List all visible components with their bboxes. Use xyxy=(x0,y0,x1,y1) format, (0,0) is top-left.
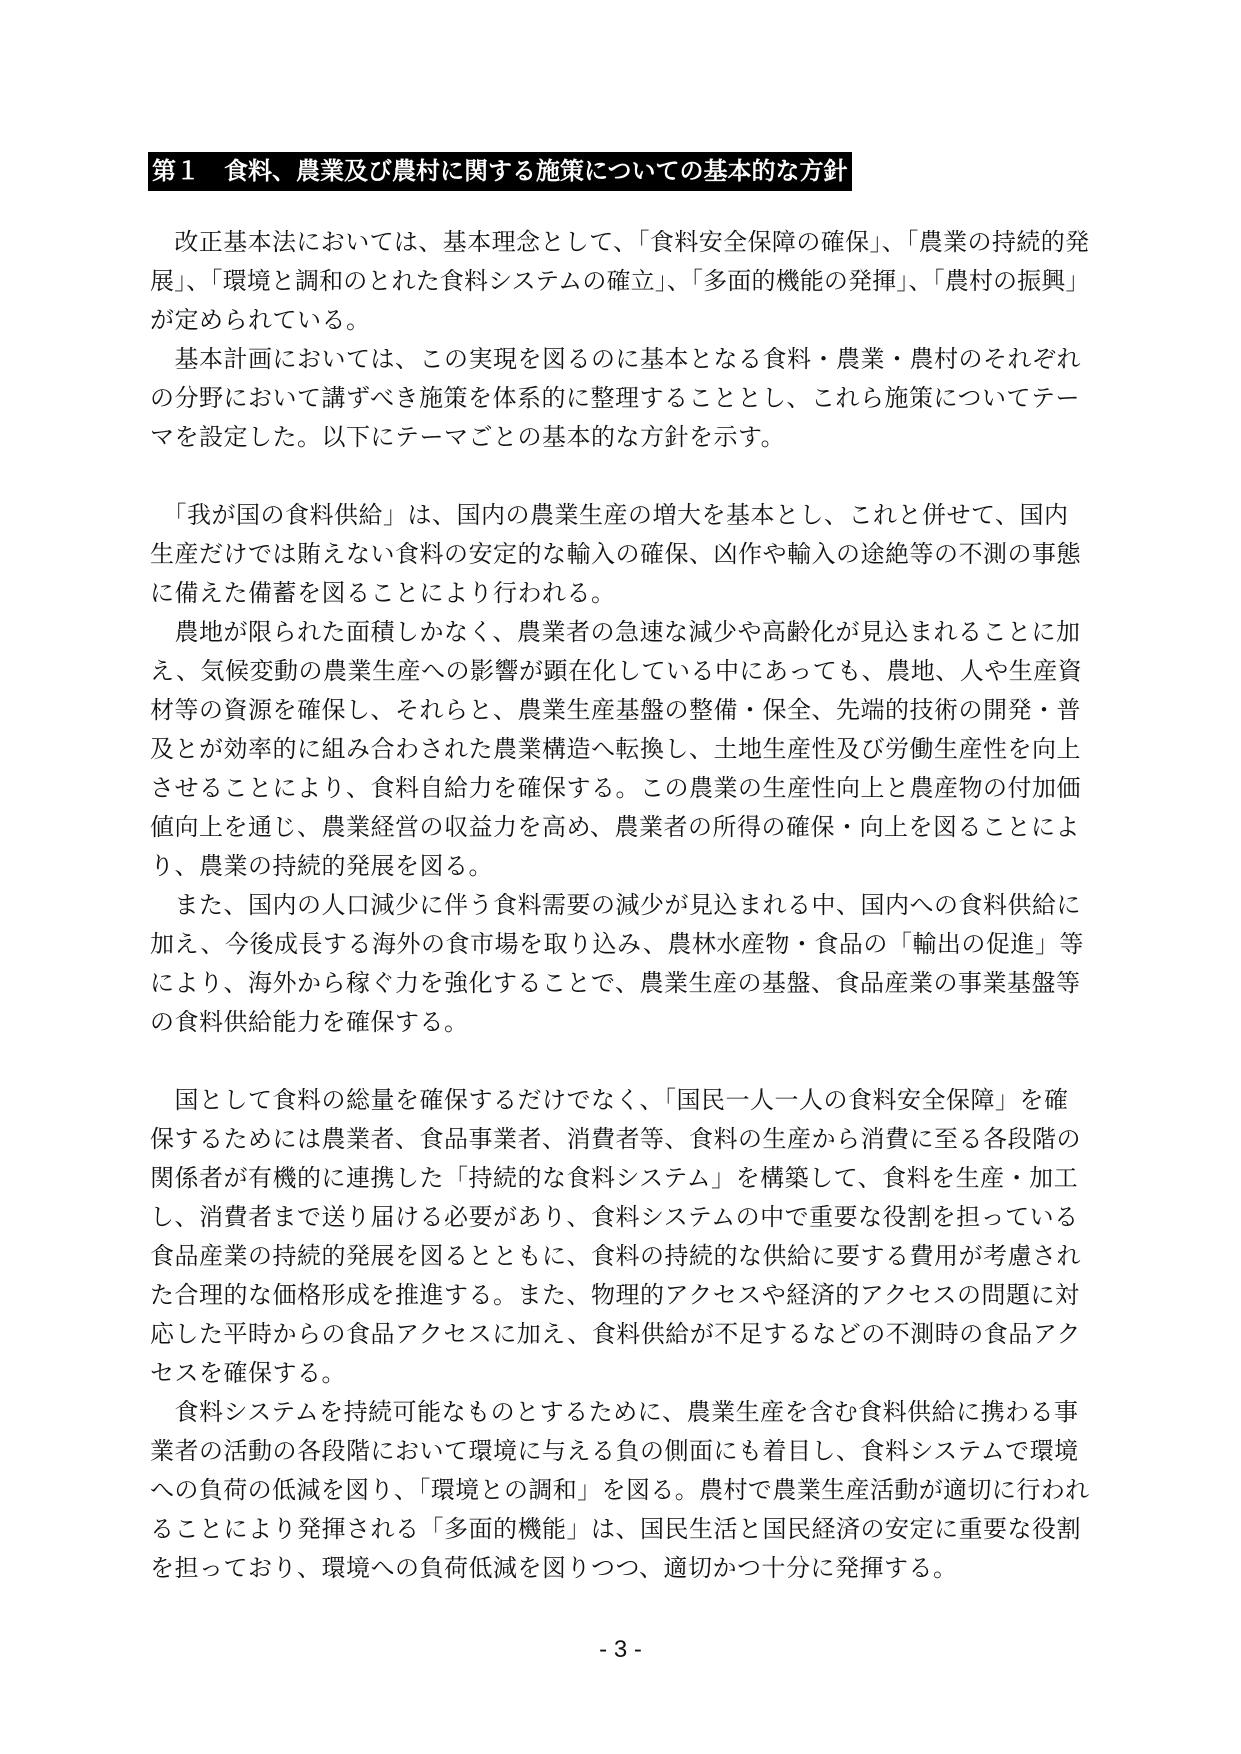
paragraph-environment xyxy=(150,1393,1090,1588)
text-line: た合理的な価格形成を推進する。また、物理的アクセスや経済的アクセスの問題に対 xyxy=(150,1281,1080,1309)
text-line: 生産だけでは賄えない食料の安定的な輸入の確保、凶作や輸入の途絶等の不測の事態 xyxy=(150,540,1081,568)
page-number: - 3 - xyxy=(599,1636,642,1663)
text-line: 値向上を通じ、農業経営の収益力を高め、農業者の所得の確保・向上を図ることによ xyxy=(150,813,1081,841)
text-line: え、気候変動の農業生産への影響が顕在化している中にあっても、農地、人や生産資 xyxy=(150,657,1083,685)
text-line: 展」、「環境と調和のとれた食料システムの確立」、「多面的機能の発揮」、「農村の振興」 xyxy=(150,267,1090,295)
text-line: の食料供給能力を確保する。 xyxy=(150,1008,469,1036)
text-line: 応した平時からの食品アクセスに加え、食料供給が不足するなどの不測時の食品アク xyxy=(150,1320,1081,1348)
text-line: 基本計画においては、この実現を図るのに基本となる食料・農業・農村のそれぞれ xyxy=(150,345,1081,373)
paragraph-basic-plan xyxy=(150,340,1090,457)
text-line: 国として食料の総量を確保するだけでなく、「国民一人一人の食料安全保障」を確 xyxy=(150,1086,1069,1114)
text-line: により、海外から稼ぐ力を強化することで、農業生産の基盤、食品産業の事業基盤等 xyxy=(150,969,1081,997)
text-line: に備えた備蓄を図ることにより行われる。 xyxy=(150,579,616,607)
section-heading: 第１ 食料、農業及び農村に関する施策についての基本的な方針 xyxy=(148,152,852,191)
text-line: 「我が国の食料供給」は、国内の農業生産の増大を基本とし、これと併せて、国内 xyxy=(150,501,1069,529)
paragraph-food-supply xyxy=(150,496,1090,613)
text-line: マを設定した。以下にテーマごとの基本的な方針を示す。 xyxy=(150,423,786,451)
text-line: また、国内の人口減少に伴う食料需要の減少が見込まれる中、国内への食料供給に xyxy=(150,891,1081,919)
text-line: り、農業の持続的発展を図る。 xyxy=(150,852,493,880)
text-line: が定められている。 xyxy=(150,306,371,334)
text-line: させることにより、食料自給力を確保する。この農業の生産性向上と農産物の付加価 xyxy=(150,774,1081,802)
text-line: 保するためには農業者、食品事業者、消費者等、食料の生産から消費に至る各段階の xyxy=(150,1125,1081,1153)
text-line: 食料システムを持続可能なものとするために、農業生産を含む食料供給に携わる事 xyxy=(150,1398,1079,1426)
paragraph-farmland xyxy=(150,613,1090,886)
paragraph-food-security xyxy=(150,1081,1090,1393)
text-line: 食品産業の持続的発展を図るとともに、食料の持続的な供給に要する費用が考慮され xyxy=(150,1242,1081,1270)
text-line: 及とが効率的に組み合わされた農業構造へ転換し、土地生産性及び労働生産性を向上 xyxy=(150,735,1081,763)
text-line: し、消費者まで送り届ける必要があり、食料システムの中で重要な役割を担っている xyxy=(150,1203,1079,1231)
paragraph-basic-principles xyxy=(150,223,1090,340)
text-line: ることにより発揮される「多面的機能」は、国民生活と国民経済の安定に重要な役割 xyxy=(150,1515,1081,1543)
text-line: 材等の資源を確保し、それらと、農業生産基盤の整備・保全、先端的技術の開発・普 xyxy=(150,696,1081,724)
text-line: 農地が限られた面積しかなく、農業者の急速な減少や高齢化が見込まれることに加 xyxy=(150,618,1081,646)
text-line: 業者の活動の各段階において環境に与える負の側面にも着目し、食料システムで環境 xyxy=(150,1437,1079,1465)
text-line: の分野において講ずべき施策を体系的に整理することとし、これら施策についてテー xyxy=(150,384,1081,412)
text-line: を担っており、環境への負荷低減を図りつつ、適切かつ十分に発揮する。 xyxy=(150,1554,958,1582)
text-line: 改正基本法においては、基本理念として、「食料安全保障の確保」、「農業の持続的発 xyxy=(150,228,1090,256)
text-line: セスを確保する。 xyxy=(150,1359,346,1387)
text-line: への負荷の低減を図り、「環境との調和」を図る。農村で農業生産活動が適切に行われ xyxy=(150,1476,1090,1504)
text-line: 加え、今後成長する海外の食市場を取り込み、農林水産物・食品の「輸出の促進」等 xyxy=(150,930,1084,958)
text-line: 関係者が有機的に連携した「持続的な食料システム」を構築して、食料を生産・加工 xyxy=(150,1164,1079,1192)
paragraph-export xyxy=(150,886,1090,1042)
